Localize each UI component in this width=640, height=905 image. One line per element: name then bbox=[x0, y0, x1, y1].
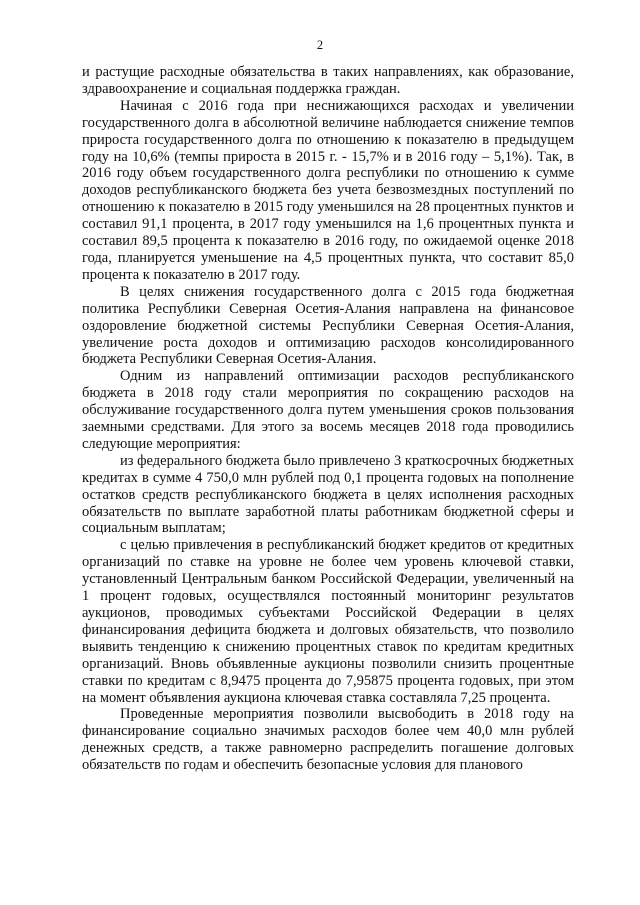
document-body bbox=[82, 64, 574, 774]
paragraph-federal-credits: из федерального бюджета было привлечено 3 краткосрочных бюджетных кредитах в сумме 4 750,0 млн рублей под 0,1 процента годовых на пополнение остатков средств республиканского бюджета в целях исполнения расходных обязательств по выплате заработной платы работникам бюджетной сферы и социальным выплатам; bbox=[82, 452, 574, 537]
paragraph-continuation: и растущие расходные обязательства в таких направлениях, как образование, здравоохранение и социальная поддержка граждан. bbox=[82, 64, 574, 97]
paragraph-commercial-credits: с целью привлечения в республиканский бюджет кредитов от кредитных организаций по ставке на уровне не более чем уровень ключевой ставки, установленный Центральным банком Российской Федерации, увеличенный на 1 процент годовых, осуществлялся постоянный мониторинг результатов аукционов, проводимых субъектами Российской Федерации в целях финансирования дефицита бюджета и долговых обязательств, что позволило выявить тенденцию к снижению процентных ставок по кредитам кредитных организаций. Вновь объявленные аукционы позволили снизить процентные ставки по кредитам с 8,9475 процента до 7,95875 процента годовых, при этом на момент объявления аукциона ключевая ставка составляла 7,25 процента. bbox=[82, 537, 574, 706]
paragraph-expense-optimization: Одним из направлений оптимизации расходов республиканского бюджета в 2018 году стали мероприятия по сокращению расходов на обслуживание государственного долга путем уменьшения сроков пользования заемными средствами. Для этого за восемь месяцев 2018 года проводились следующие мероприятия: bbox=[82, 368, 574, 452]
paragraph-results: Проведенные мероприятия позволили высвободить в 2018 году на финансирование социально значимых расходов более чем 40,0 млн рублей денежных средств, а также равномерно распределить погашение долговых обязательств по годам и обеспечить безопасные условия для планового bbox=[82, 706, 574, 774]
page-number: 2 bbox=[316, 38, 324, 52]
paragraph-budget-policy: В целях снижения государственного долга с 2015 года бюджетная политика Республики Северная Осетия-Алания направлена на финансовое оздоровление бюджетной системы Республики Северная Осетия-Алания, увеличение роста доходов и оптимизацию расходов консолидированного бюджета Республики Северная Осетия-Алания. bbox=[82, 283, 574, 368]
paragraph-debt-growth: Начиная с 2016 года при неснижающихся расходах и увеличении государственного долга в абсолютной величине наблюдается снижение темпов прироста государственного долга по отношению к показателю в предыдущем году на 10,6% (темпы прироста в 2015 г. - 15,7% и в 2016 году – 5,1%). Так, в 2016 году объем государственного долга республики по отношению к сумме доходов республиканского бюджета без учета безвозмездных поступлений по отношению к показателю в 2015 году уменьшился на 28 процентных пунктов и составил 91,1 процента, в 2017 году уменьшился на 1,6 процентных пункта и составил 89,5 процента к показателю в 2016 году, по ожидаемой оценке 2018 года, планируется уменьшение на 4,5 процентных пункта, что составит 85,0 процента к показателю в 2017 году. bbox=[82, 97, 574, 283]
